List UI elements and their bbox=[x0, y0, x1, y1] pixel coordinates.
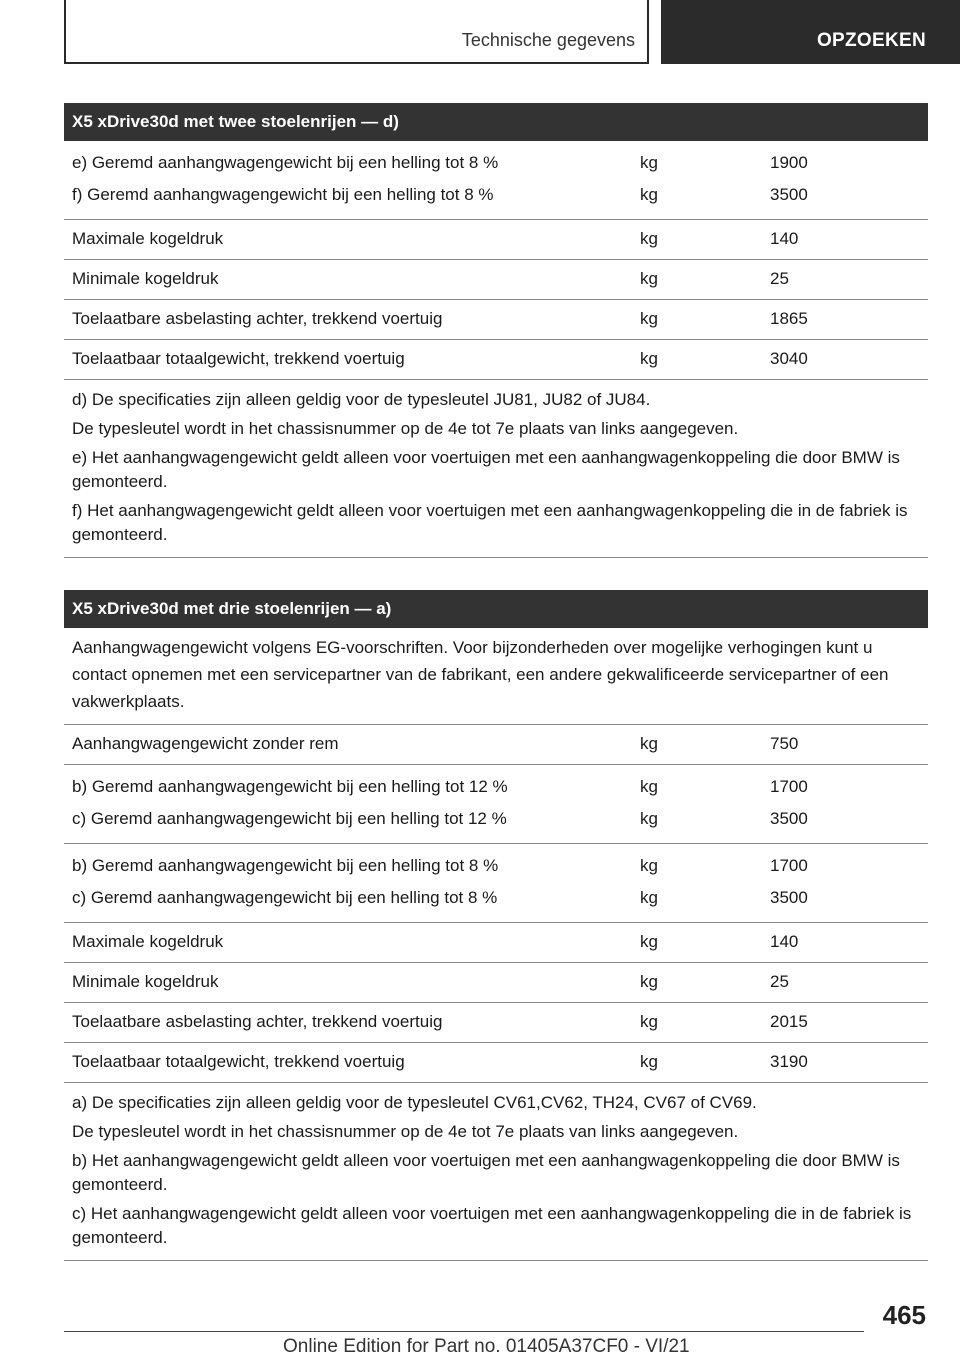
spec-value bbox=[770, 734, 928, 754]
cell-text: kg bbox=[640, 269, 658, 289]
spec-value bbox=[770, 850, 928, 914]
cell-text: Maximale kogeldruk bbox=[72, 229, 224, 249]
spec-section-two-rows bbox=[64, 103, 928, 558]
cell-text: Toelaatbare asbelasting achter, trekkend voertuig bbox=[72, 1012, 443, 1032]
cell-text: kg bbox=[640, 229, 658, 249]
cell-text: Aanhangwagengewicht zonder rem bbox=[72, 734, 339, 754]
cell-text: 3190 bbox=[770, 1052, 808, 1072]
cell-text: kg bbox=[640, 972, 658, 992]
spec-unit bbox=[632, 309, 770, 329]
spec-label bbox=[64, 1012, 632, 1032]
table-row bbox=[64, 725, 928, 765]
spec-label bbox=[64, 850, 632, 914]
table-row bbox=[64, 844, 928, 923]
spec-unit bbox=[632, 771, 770, 835]
spec-label bbox=[64, 771, 632, 835]
table-row bbox=[64, 963, 928, 1003]
section-heading: X5 xDrive30d met drie stoelenrijen — a) bbox=[64, 590, 928, 628]
table-row bbox=[64, 340, 928, 380]
cell-text: Minimale kogeldruk bbox=[72, 269, 219, 289]
table-row bbox=[64, 260, 928, 300]
cell-text: 140 bbox=[770, 229, 799, 249]
footnote: a) De specificaties zijn alleen geldig voor de typesleutel CV61,CV62, TH24, CV67 of CV69. bbox=[72, 1093, 757, 1112]
spec-unit bbox=[632, 972, 770, 992]
footnote: d) De specificaties zijn alleen geldig voor de typesleutel JU81, JU82 of JU84. bbox=[72, 390, 651, 409]
cell-text: b) Geremd aanhangwagengewicht bij een helling tot 12 % bbox=[72, 777, 508, 796]
spec-label bbox=[64, 229, 632, 249]
spec-label bbox=[64, 349, 632, 369]
cell-text: kg bbox=[640, 1012, 658, 1032]
cell-text: kg bbox=[640, 153, 658, 172]
cell-text: 3500 bbox=[770, 809, 808, 828]
table-row bbox=[64, 765, 928, 844]
cell-text: c) Geremd aanhangwagengewicht bij een helling tot 12 % bbox=[72, 809, 507, 828]
spec-unit bbox=[632, 349, 770, 369]
cell-text: Toelaatbaar totaalgewicht, trekkend voertuig bbox=[72, 1052, 405, 1072]
footnote: f) Het aanhangwagengewicht geldt alleen voor voertuigen met een aanhangwagenkoppeling die in de fabriek is gemonteerd. bbox=[72, 501, 908, 544]
spec-label bbox=[64, 269, 632, 289]
lookup-tab[interactable] bbox=[661, 0, 960, 64]
cell-text: 1700 bbox=[770, 856, 808, 875]
cell-text: 750 bbox=[770, 734, 799, 754]
cell-text: Maximale kogeldruk bbox=[72, 932, 224, 952]
spec-section-three-rows bbox=[64, 590, 928, 1261]
spec-label bbox=[64, 147, 632, 211]
spec-label bbox=[64, 932, 632, 952]
footnote: De typesleutel wordt in het chassisnummer op de 4e tot 7e plaats van links aangegeven. bbox=[72, 419, 739, 438]
spec-label bbox=[64, 309, 632, 329]
cell-text: kg bbox=[640, 185, 658, 204]
footnote: c) Het aanhangwagengewicht geldt alleen voor voertuigen met een aanhangwagenkoppeling die in de fabriek is gemonteerd. bbox=[72, 1204, 912, 1247]
content bbox=[64, 103, 928, 1293]
cell-text: 1865 bbox=[770, 309, 808, 329]
table-row bbox=[64, 1043, 928, 1083]
section-title: Technische gegevens bbox=[461, 30, 635, 50]
spec-unit bbox=[632, 734, 770, 754]
spec-value bbox=[770, 972, 928, 992]
cell-text: e) Geremd aanhangwagengewicht bij een helling tot 8 % bbox=[72, 153, 499, 172]
cell-text: 3500 bbox=[770, 185, 808, 204]
spec-table bbox=[64, 141, 928, 380]
cell-text: 3040 bbox=[770, 349, 808, 369]
cell-text: kg bbox=[640, 932, 658, 952]
table-row bbox=[64, 141, 928, 220]
cell-text: kg bbox=[640, 809, 658, 828]
cell-text: kg bbox=[640, 856, 658, 875]
spec-value bbox=[770, 147, 928, 211]
footnote: De typesleutel wordt in het chassisnummer op de 4e tot 7e plaats van links aangegeven. bbox=[72, 1122, 739, 1141]
spec-value bbox=[770, 269, 928, 289]
spec-unit bbox=[632, 147, 770, 211]
spec-label bbox=[64, 972, 632, 992]
footnote: b) Het aanhangwagengewicht geldt alleen voor voertuigen met een aanhangwagenkoppeling die door BMW is gemonteerd. bbox=[72, 1151, 900, 1194]
cell-text: kg bbox=[640, 349, 658, 369]
spec-label bbox=[64, 734, 632, 754]
lookup-tab-label: OPZOEKEN bbox=[816, 30, 926, 51]
cell-text: Minimale kogeldruk bbox=[72, 972, 219, 992]
table-row bbox=[64, 220, 928, 260]
spec-unit bbox=[632, 1012, 770, 1032]
cell-text: kg bbox=[640, 888, 658, 907]
spec-value bbox=[770, 1052, 928, 1072]
spec-unit bbox=[632, 932, 770, 952]
footer-divider bbox=[64, 1331, 864, 1332]
spec-unit bbox=[632, 269, 770, 289]
footnotes bbox=[64, 380, 928, 558]
footnote: e) Het aanhangwagengewicht geldt alleen voor voertuigen met een aanhangwagenkoppeling die door BMW is gemonteerd. bbox=[72, 448, 900, 491]
cell-text: b) Geremd aanhangwagengewicht bij een helling tot 8 % bbox=[72, 856, 499, 875]
spec-unit bbox=[632, 850, 770, 914]
spec-value bbox=[770, 229, 928, 249]
spec-value bbox=[770, 309, 928, 329]
spec-value bbox=[770, 771, 928, 835]
cell-text: 3500 bbox=[770, 888, 808, 907]
header-section-box bbox=[64, 0, 649, 64]
spec-label bbox=[64, 1052, 632, 1072]
cell-text: c) Geremd aanhangwagengewicht bij een helling tot 8 % bbox=[72, 888, 498, 907]
cell-text: 25 bbox=[770, 269, 789, 289]
cell-text: Toelaatbare asbelasting achter, trekkend voertuig bbox=[72, 309, 443, 329]
spec-value bbox=[770, 349, 928, 369]
cell-text: kg bbox=[640, 1052, 658, 1072]
section-heading: X5 xDrive30d met twee stoelenrijen — d) bbox=[64, 103, 928, 141]
spec-unit bbox=[632, 229, 770, 249]
intro-text: Aanhangwagengewicht volgens EG-voorschriften. Voor bijzonderheden over mogelijke verhogingen kunt u contact opnemen met een servicepartner van de fabrikant, een andere gekwalificeerde servicepartner of een vakwerkplaats. bbox=[64, 628, 928, 725]
cell-text: 1700 bbox=[770, 777, 808, 796]
spec-value bbox=[770, 932, 928, 952]
spec-table bbox=[64, 725, 928, 1083]
footnotes bbox=[64, 1083, 928, 1261]
cell-text: Toelaatbaar totaalgewicht, trekkend voertuig bbox=[72, 349, 405, 369]
cell-text: f) Geremd aanhangwagengewicht bij een helling tot 8 % bbox=[72, 185, 494, 204]
table-row bbox=[64, 923, 928, 963]
table-row bbox=[64, 300, 928, 340]
edition-info: Online Edition for Part no. 01405A37CF0 - VI/21 bbox=[283, 1336, 690, 1357]
cell-text: kg bbox=[640, 734, 658, 754]
cell-text: 140 bbox=[770, 932, 799, 952]
spec-value bbox=[770, 1012, 928, 1032]
cell-text: 1900 bbox=[770, 153, 808, 172]
spec-unit bbox=[632, 1052, 770, 1072]
page-number: 465 bbox=[882, 1300, 926, 1330]
cell-text: kg bbox=[640, 309, 658, 329]
cell-text: kg bbox=[640, 777, 658, 796]
cell-text: 25 bbox=[770, 972, 789, 992]
cell-text: 2015 bbox=[770, 1012, 808, 1032]
table-row bbox=[64, 1003, 928, 1043]
